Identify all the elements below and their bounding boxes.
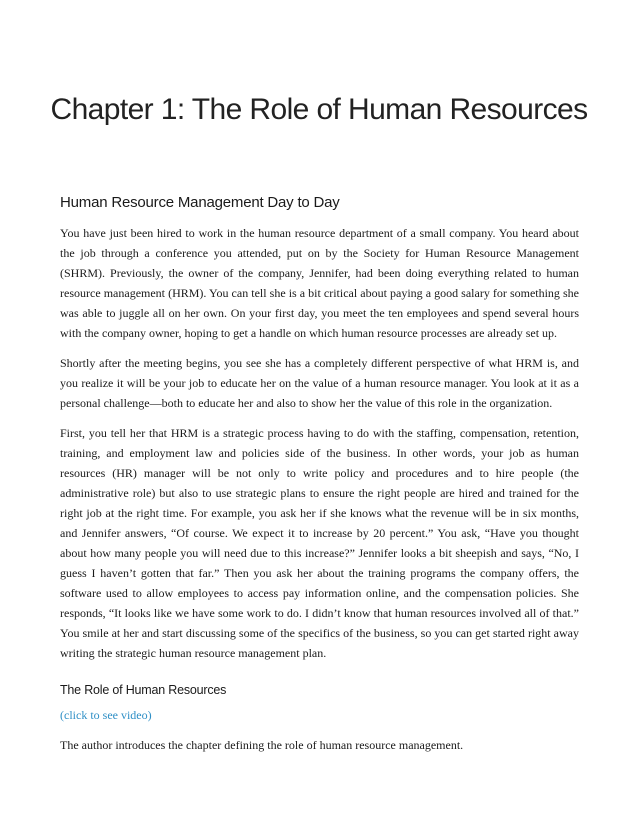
video-link[interactable]: (click to see video): [60, 708, 152, 722]
section-heading: Human Resource Management Day to Day: [60, 194, 340, 211]
chapter-title: Chapter 1: The Role of Human Resources: [50, 93, 588, 126]
paragraph-3: First, you tell her that HRM is a strategic process having to do with the staffing, compensation, retention, training, and employment law and policies side of the business. In other words, your job as human resources (HR) manager will be not only to write policy and procedures and to hire people (the administrative role) but also to use strategic plans to ensure the right people are hired and trained for the right job at the right time. For example, you ask her if she knows what the revenue will be in six months, and Jennifer answers, “Of course. We expect it to increase by 20 percent.” You ask, “Have you thought about how many people you will need due to this increase?” Jennifer looks a bit sheepish and says, “No, I guess I haven’t gotten that far.” Then you ask her about the training programs the company offers, the software used to allow employees to access pay information online, and the compensation policies. She responds, “It looks like we have some work to do. I didn’t know that human resources involved all of that.” You smile at her and start discussing some of the specifics of the business, so you can get started right away writing the strategic human resource management plan.: [60, 426, 579, 660]
paragraph-2: Shortly after the meeting begins, you see she has a completely different perspective of what HRM is, and you realize it will be your job to educate her on the value of a human resource manager. You look at it as a personal challenge—both to educate her and also to show her the value of this role in the organization.: [60, 356, 579, 410]
video-description: The author introduces the chapter defining the role of human resource management.: [60, 738, 464, 752]
paragraph-1: You have just been hired to work in the human resource department of a small company. You heard about the job through a conference you attended, put on by the Society for Human Resource Management (SHRM). Previously, the owner of the company, Jennifer, had been doing everything related to human resource management (HRM). You can tell she is a bit critical about paying a good salary for something she was able to juggle all on her own. On your first day, you meet the ten employees and spend several hours with the company owner, hoping to get a handle on which human resource processes are already set up.: [60, 226, 579, 340]
page-content: [60, 192, 579, 765]
subsection-heading: The Role of Human Resources: [60, 683, 227, 697]
